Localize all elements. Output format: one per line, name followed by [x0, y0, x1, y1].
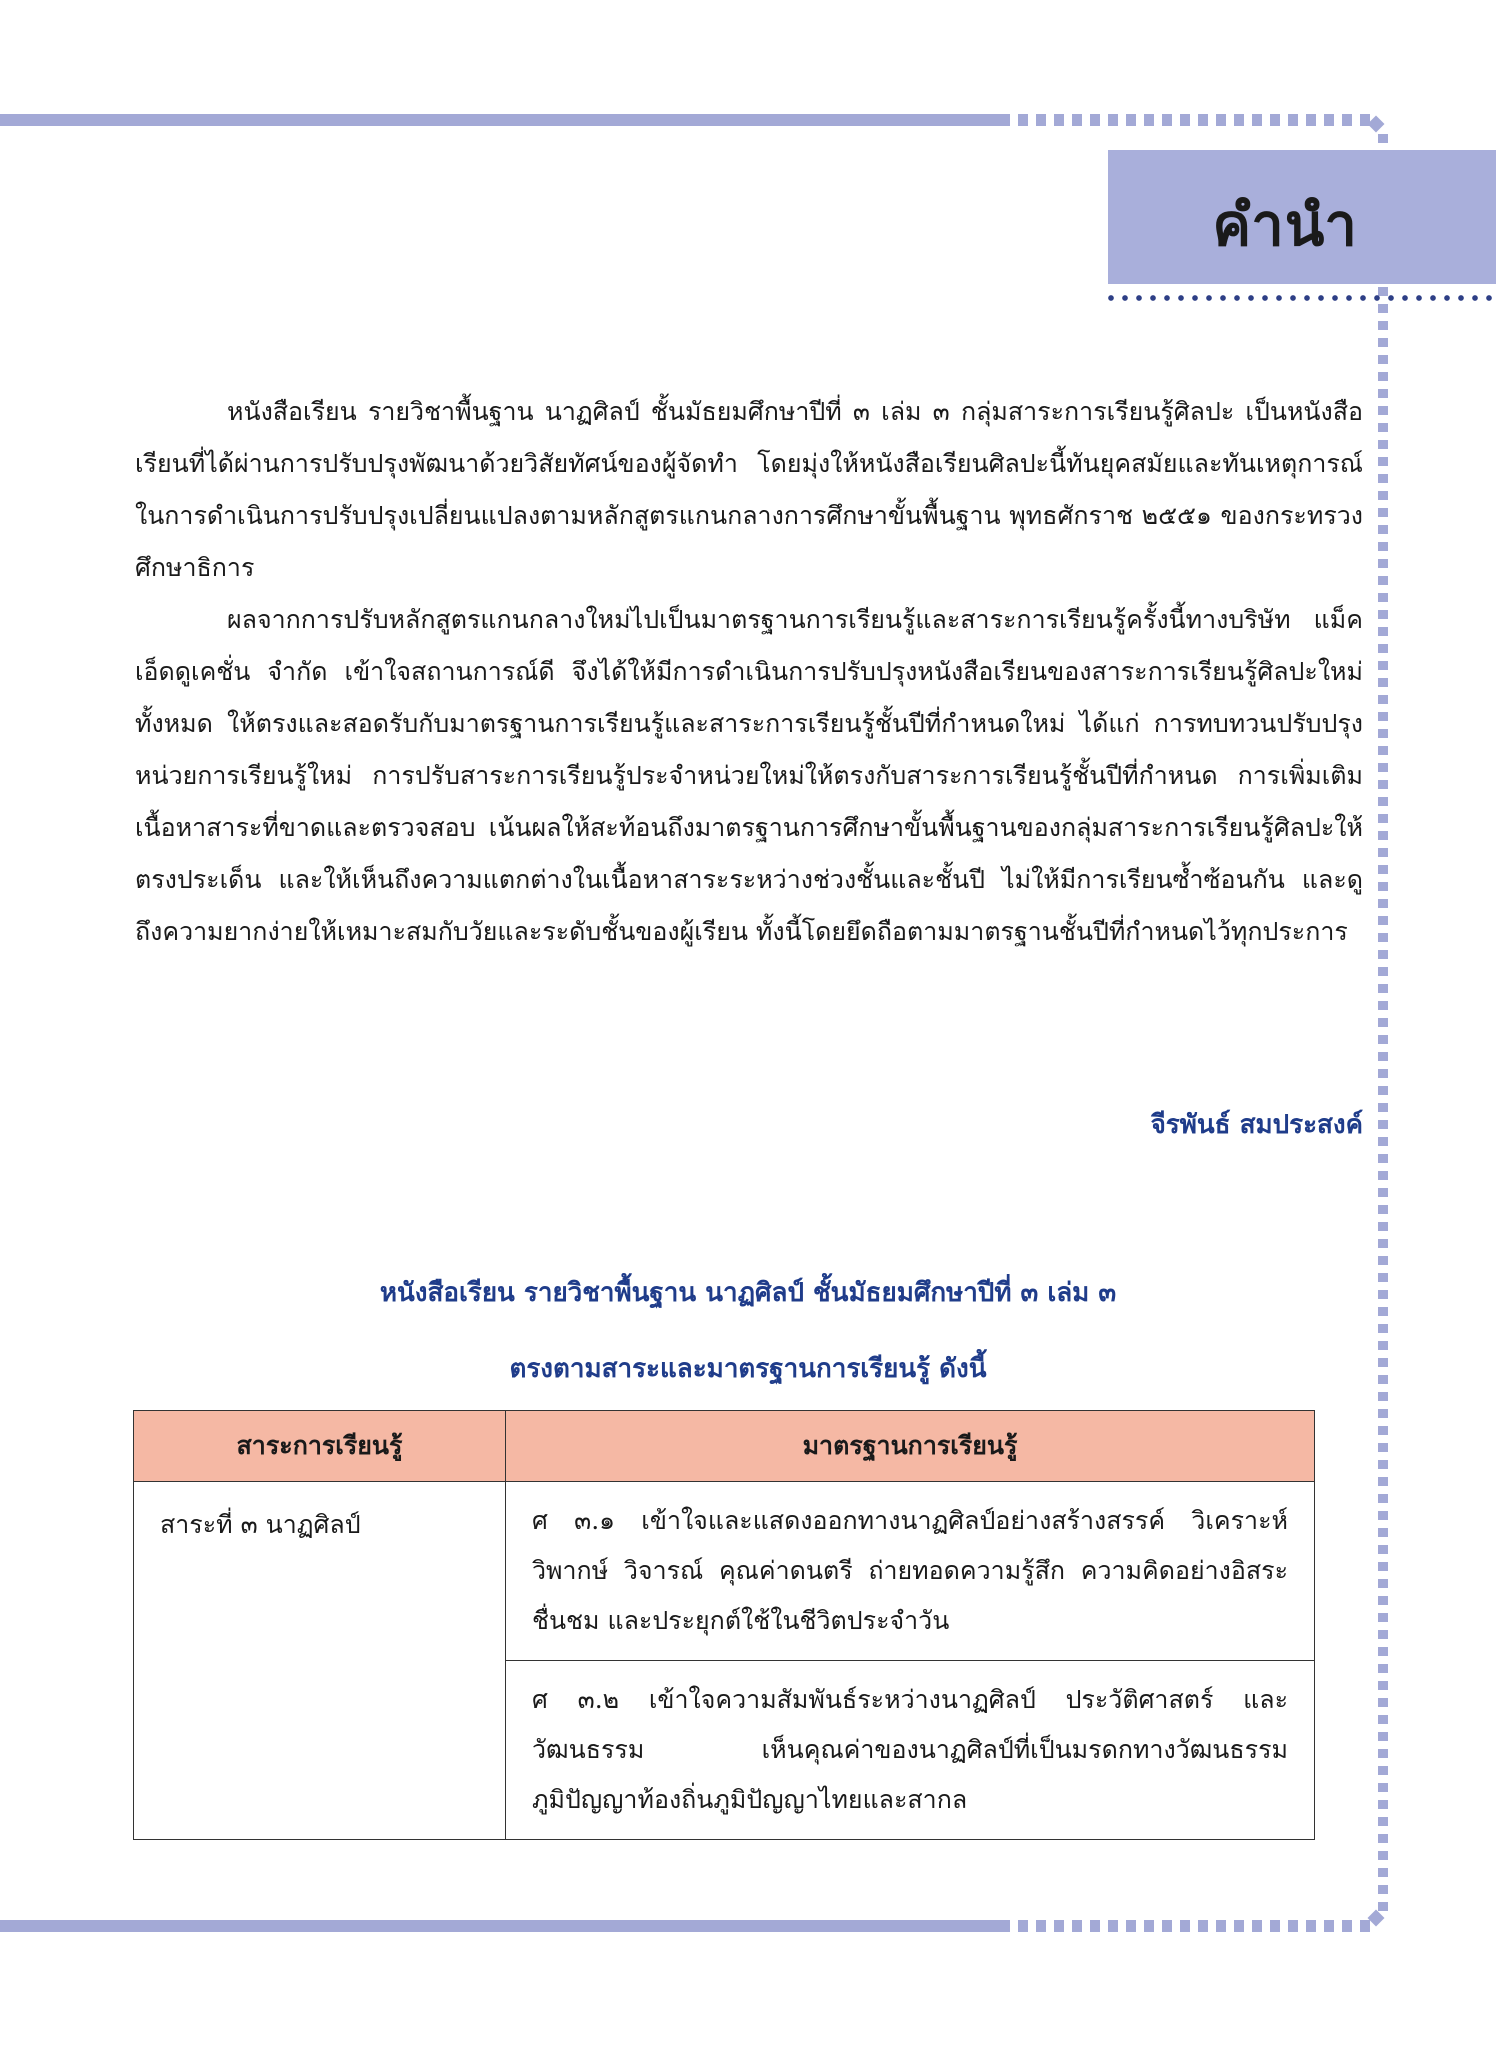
- standards-table: [133, 1410, 1315, 1840]
- preface-paragraph: หนังสือเรียน รายวิชาพื้นฐาน นาฏศิลป์ ชั้นมัธยมศึกษาปีที่ ๓ เล่ม ๓ กลุ่มสาระการเรียนรู้ศิลปะ เป็นหนังสือเรียนที่ได้ผ่านการปรับปรุงพัฒนาด้วยวิสัยทัศน์ของผู้จัดทำ โดยมุ่งให้หนังสือเรียนศิลปะนี้ทันยุคสมัยและทันเหตุการณ์ในการดำเนินการปรับปรุงเปลี่ยนแปลงตามหลักสูตรแกนกลางการศึกษาขั้นพื้นฐาน พุทธศักราช ๒๕๕๑ ของกระทรวงศึกษาธิการ: [135, 397, 1363, 582]
- table-header-row: [134, 1411, 1315, 1482]
- standard-cell: ศ ๓.๒ เข้าใจความสัมพันธ์ระหว่างนาฏศิลป์ ประวัติศาสตร์ และวัฒนธรรม เห็นคุณค่าของนาฏศิลป์ที่เป็นมรดกทางวัฒนธรรม ภูมิปัญญาท้องถิ่นภูมิปัญญาไทยและสากล: [506, 1661, 1315, 1840]
- bottom-border-dotted: [1000, 1920, 1370, 1932]
- strand-cell: สาระที่ ๓ นาฏศิลป์: [134, 1482, 506, 1840]
- top-corner-ornament: [1368, 116, 1385, 133]
- top-border-dotted: [1000, 114, 1370, 126]
- top-border-solid: [0, 114, 1000, 126]
- standards-heading-line2: ตรงตามสาระและมาตรฐานการเรียนรู้ ดังนี้: [509, 1354, 987, 1384]
- page-title: คำนำ: [1212, 191, 1358, 259]
- standard-cell: ศ ๓.๑ เข้าใจและแสดงออกทางนาฏศิลป์อย่างสร้างสรรค์ วิเคราะห์ วิพากษ์ วิจารณ์ คุณค่าดนตรี ถ่ายทอดความรู้สึก ความคิดอย่างอิสระ ชื่นชม และประยุกต์ใช้ในชีวิตประจำวัน: [506, 1482, 1315, 1661]
- table-header-strand: สาระการเรียนรู้: [134, 1411, 506, 1482]
- author-signature: จีรพันธ์ สมประสงค์: [1150, 1110, 1363, 1140]
- standards-heading-line1: หนังสือเรียน รายวิชาพื้นฐาน นาฏศิลป์ ชั้นมัธยมศึกษาปีที่ ๓ เล่ม ๓: [379, 1278, 1117, 1308]
- right-border-dotted: [1378, 134, 1388, 1914]
- bottom-border-solid: [0, 1920, 1000, 1932]
- table-row: [134, 1482, 1315, 1661]
- title-underline-dots: [1104, 294, 1496, 302]
- preface-paragraph: ผลจากการปรับหลักสูตรแกนกลางใหม่ไปเป็นมาตรฐานการเรียนรู้และสาระการเรียนรู้ครั้งนี้ทางบริษัท แม็คเอ็ดดูเคชั่น จำกัด เข้าใจสถานการณ์ดี จึงได้ให้มีการดำเนินการปรับปรุงหนังสือเรียนของสาระการเรียนรู้ศิลปะใหม่ทั้งหมด ให้ตรงและสอดรับกับมาตรฐานการเรียนรู้และสาระการเรียนรู้ชั้นปีที่กำหนดใหม่ ได้แก่ การทบทวนปรับปรุงหน่วยการเรียนรู้ใหม่ การปรับสาระการเรียนรู้ประจำหน่วยใหม่ให้ตรงกับสาระการเรียนรู้ชั้นปีที่กำหนด การเพิ่มเติมเนื้อหาสาระที่ขาดและตรวจสอบ เน้นผลให้สะท้อนถึงมาตรฐานการศึกษาขั้นพื้นฐานของกลุ่มสาระการเรียนรู้ศิลปะให้ตรงประเด็น และให้เห็นถึงความแตกต่างในเนื้อหาสาระระหว่างช่วงชั้นและชั้นปี ไม่ให้มีการเรียนซ้ำซ้อนกัน และดูถึงความยากง่ายให้เหมาะสมกับวัยและระดับชั้นของผู้เรียน ทั้งนี้โดยยึดถือตามมาตรฐานชั้นปีที่กำหนดไว้ทุกประการ: [135, 605, 1363, 946]
- preface-body: [135, 386, 1363, 958]
- table-header-standard: มาตรฐานการเรียนรู้: [506, 1411, 1315, 1482]
